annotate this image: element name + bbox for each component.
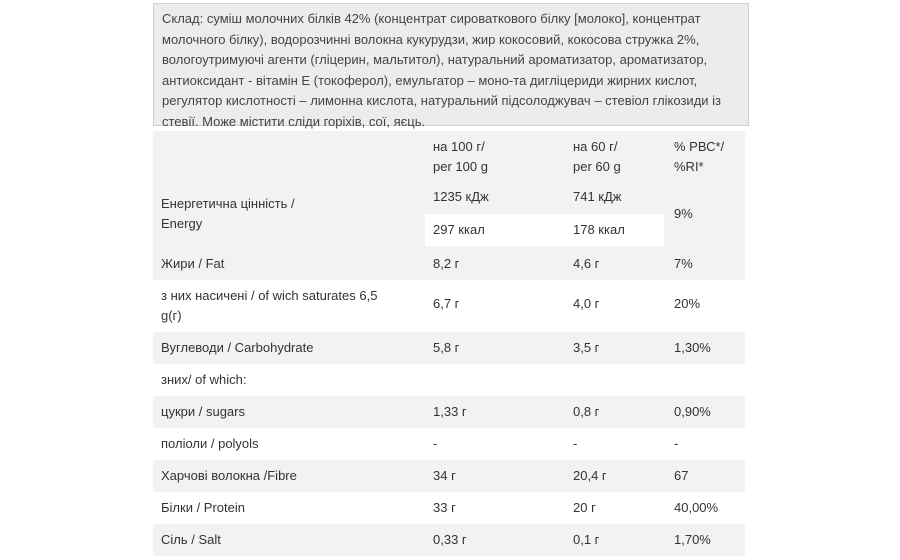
energy-kj-60: 741 кДж xyxy=(573,189,622,204)
row-label: Жири / Fat xyxy=(161,256,225,271)
table-row xyxy=(153,460,745,492)
header-per60: на 60 г/ per 60 g xyxy=(573,139,621,174)
energy-kcal-100: 297 ккал xyxy=(433,222,485,237)
table-row xyxy=(153,280,745,332)
table-header-row xyxy=(153,131,745,180)
row-value-100: 6,7 г xyxy=(433,296,460,311)
energy-kj-100: 1235 кДж xyxy=(433,189,489,204)
row-label: Вуглеводи / Carbohydrate xyxy=(161,340,314,355)
row-value-100: - xyxy=(433,436,438,451)
row-value-100: 34 г xyxy=(433,468,456,483)
table-row xyxy=(153,492,745,524)
row-value-100: 0,33 г xyxy=(433,532,467,547)
row-value-60: - xyxy=(573,436,578,451)
table-row xyxy=(153,364,745,396)
ingredients-box xyxy=(153,3,749,129)
row-label: Харчові волокна /Fibre xyxy=(161,468,297,483)
row-label: Сіль / Salt xyxy=(161,532,221,547)
header-ri: % РВС*/ %RI* xyxy=(674,139,725,174)
table-row xyxy=(153,524,745,556)
row-value-100: 33 г xyxy=(433,500,456,515)
row-ri: 1,70% xyxy=(674,532,711,547)
table-row xyxy=(153,248,745,280)
row-value-60: 20 г xyxy=(573,500,596,515)
energy-row xyxy=(153,180,745,248)
row-ri: 20% xyxy=(674,296,701,311)
row-ri: 40,00% xyxy=(674,500,719,515)
row-value-100: 1,33 г xyxy=(433,404,467,419)
row-value-60: 3,5 г xyxy=(573,340,600,355)
energy-label: Енергетична цінність / Energy xyxy=(161,196,295,231)
header-per100: на 100 г/ per 100 g xyxy=(433,139,488,174)
row-ri: 7% xyxy=(674,256,693,271)
table-row xyxy=(153,396,745,428)
energy-ri: 9% xyxy=(674,206,693,221)
row-label: зних/ of which: xyxy=(161,372,247,387)
nutrition-table xyxy=(153,131,745,556)
row-value-60: 4,6 г xyxy=(573,256,600,271)
row-value-60: 20,4 г xyxy=(573,468,607,483)
row-ri: 0,90% xyxy=(674,404,711,419)
row-label: з них насичені / of wich saturates 6,5 g(г) xyxy=(161,288,378,323)
ingredients-text: Склад: суміш молочних білків 42% (концентрат сироваткового білку [молоко], концентрат молочного білку), водорозчинні волокна кукурудзи, жир кокосовий, кокосова стружка 2%, вологоутримуючі агенти (гліцерин, мальтитол), натуральний ароматизатор, ароматизатор, антиоксидант - вітамін E (токоферол), емульгатор – моно-та дигліцериди жирних кислот, регулятор кислотності – лимонна кислота, натуральний підсолоджувач – стевіол глікозиди із стевії. Може містити сліди горіхів, сої, яєць. xyxy=(162,11,722,129)
row-ri: 67 xyxy=(674,468,689,483)
row-label: цукри / sugars xyxy=(161,404,245,419)
row-ri: 1,30% xyxy=(674,340,711,355)
row-value-100: 8,2 г xyxy=(433,256,460,271)
table-row xyxy=(153,428,745,460)
energy-kcal-60: 178 ккал xyxy=(573,222,625,237)
row-value-60: 0,8 г xyxy=(573,404,600,419)
row-value-60: 0,1 г xyxy=(573,532,600,547)
row-value-60: 4,0 г xyxy=(573,296,600,311)
row-label: Білки / Protein xyxy=(161,500,245,515)
row-label: поліоли / polyols xyxy=(161,436,259,451)
table-row xyxy=(153,332,745,364)
row-ri: - xyxy=(674,436,679,451)
row-value-100: 5,8 г xyxy=(433,340,460,355)
